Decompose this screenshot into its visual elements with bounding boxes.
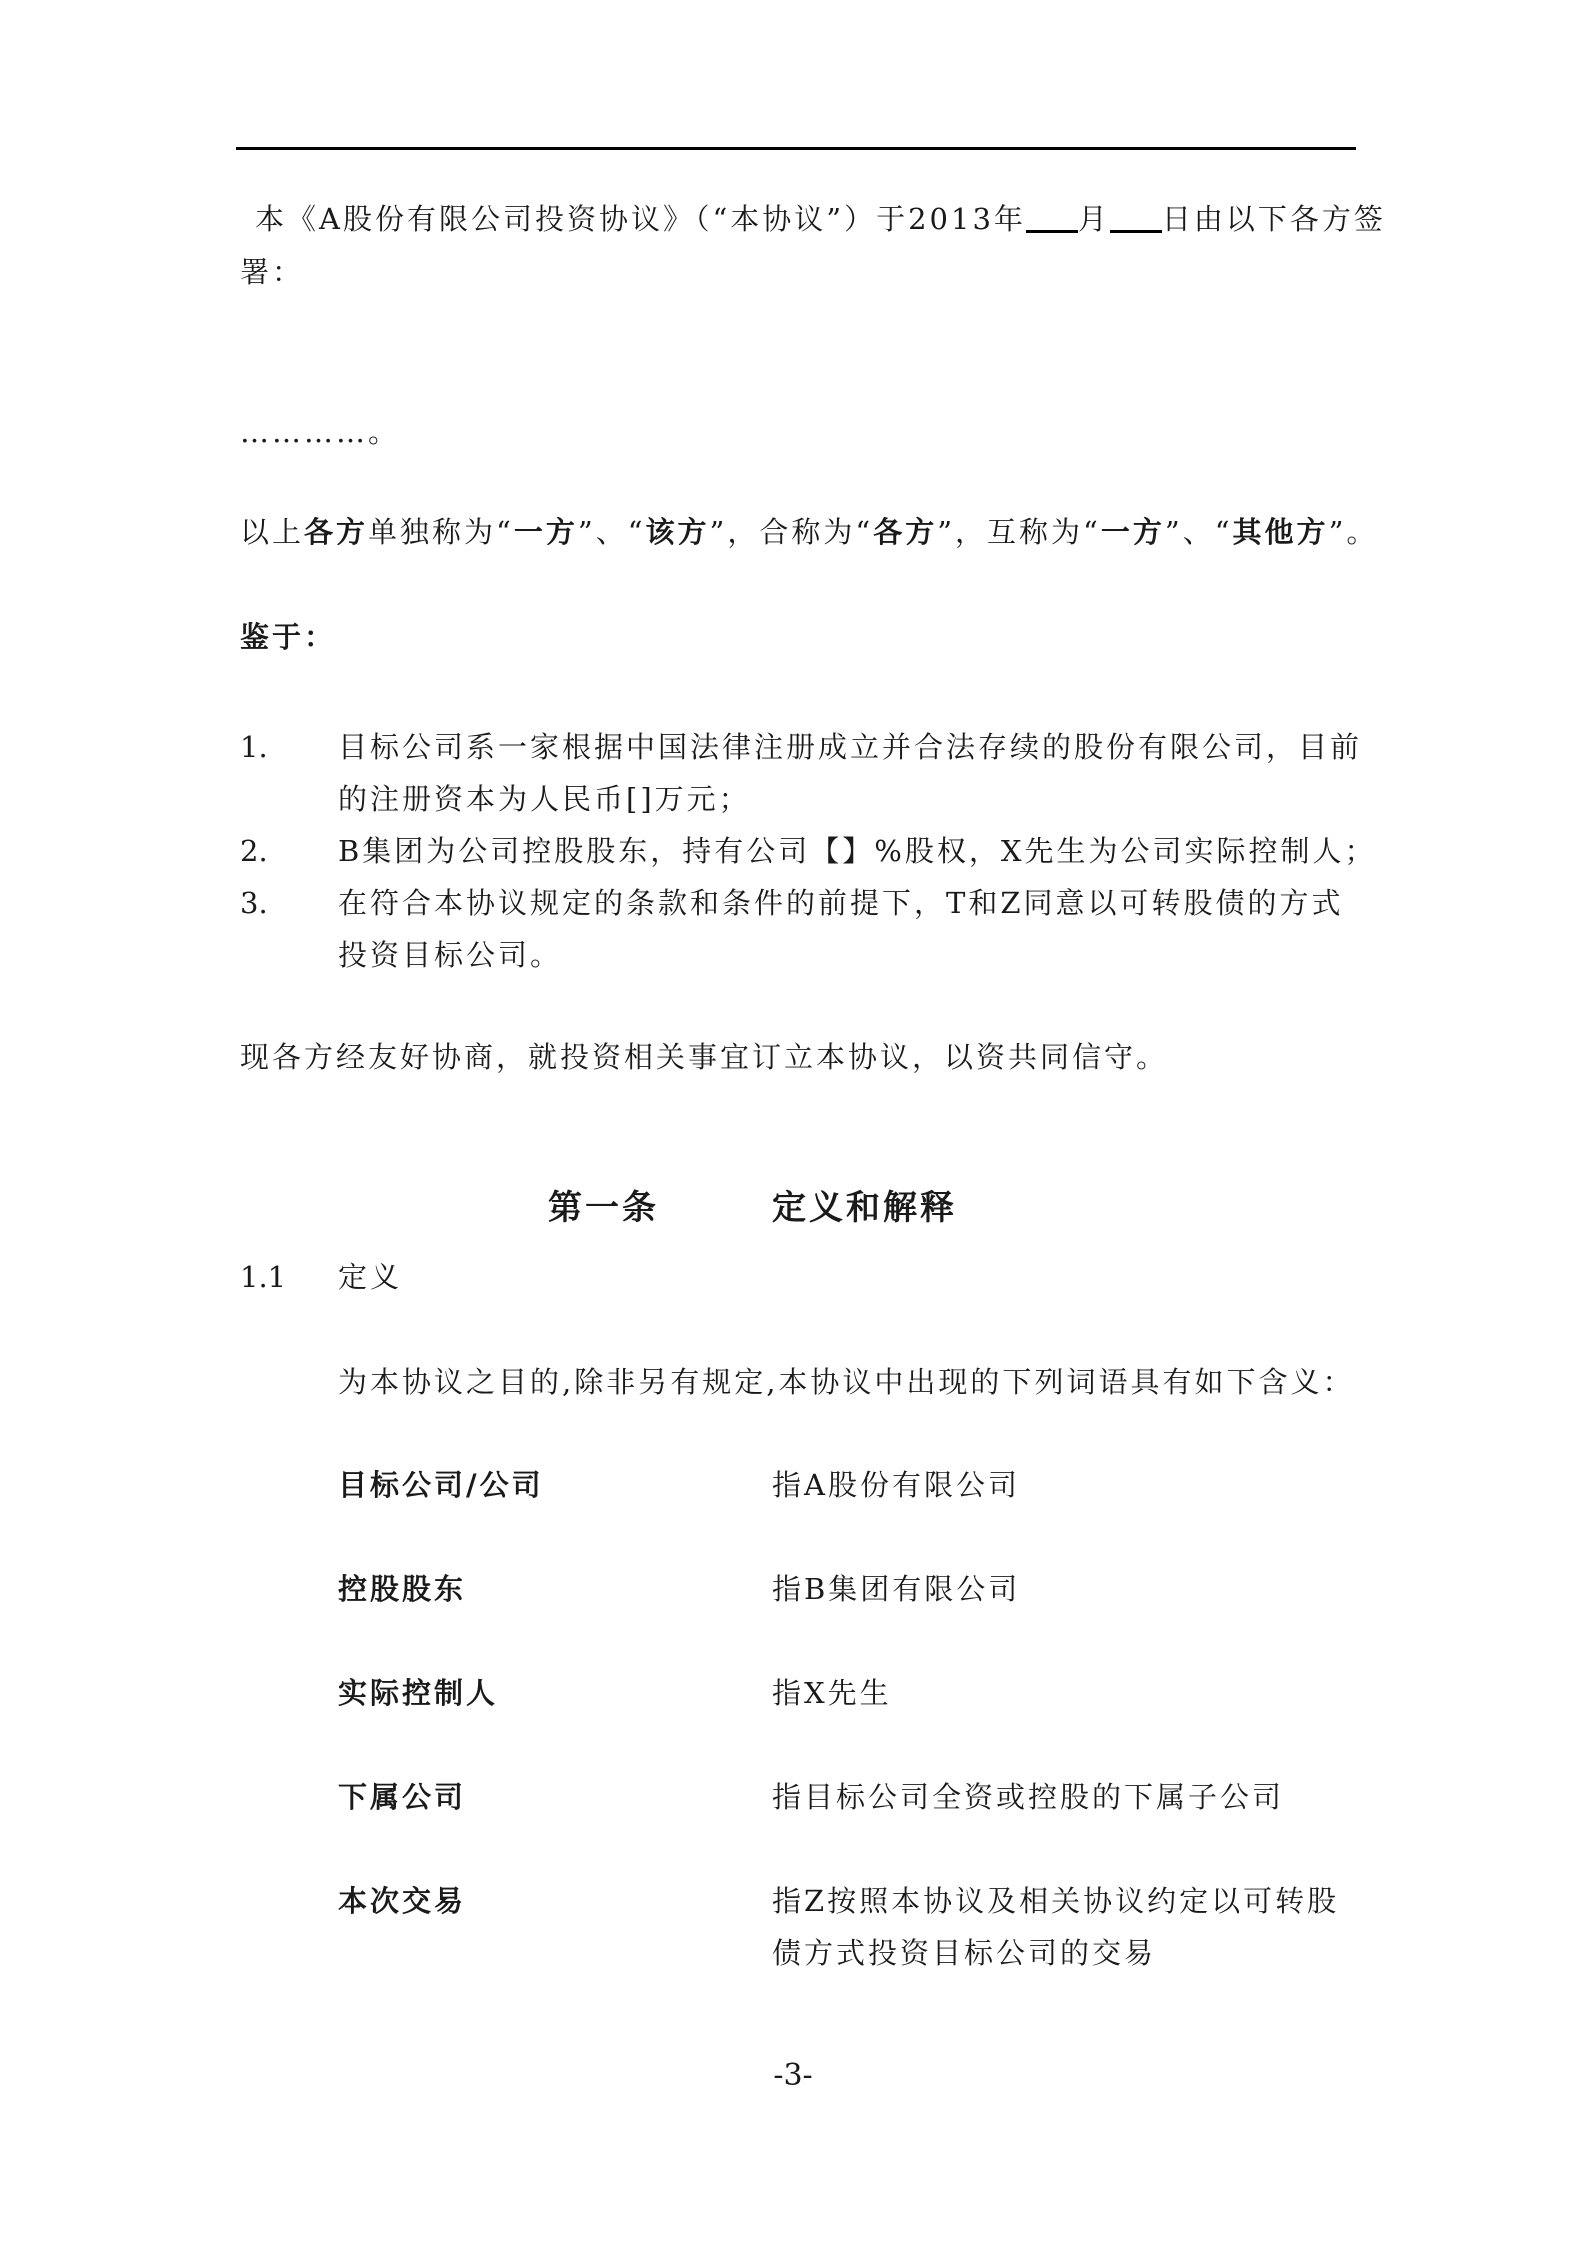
definition-term: 控股股东 [338, 1572, 467, 1606]
intro-month: 月 [1077, 202, 1110, 236]
parties-text: 以上 [240, 515, 305, 549]
month-blank [1026, 202, 1078, 233]
recital-number: 1. [240, 730, 268, 764]
definition-meaning: 指X先生 [772, 1676, 892, 1710]
parties-term: 该方 [645, 515, 710, 549]
parties-text: ”。 [1328, 515, 1379, 549]
parties-text: 单独称为“ [368, 515, 514, 549]
section-number: 1.1 [240, 1260, 287, 1294]
intro-line-1 [255, 192, 1386, 247]
parties-text: ”，合称为“ [709, 515, 874, 549]
recital-line: 的注册资本为人民币[]万元； [338, 782, 751, 816]
parties-term: 一方 [513, 515, 578, 549]
recital-number: 2. [240, 834, 268, 868]
article-title: 定义和解释 [772, 1188, 957, 1228]
intro-day-suffix: 日由以下各方签 [1161, 202, 1386, 236]
parties-term: 各方 [873, 515, 938, 549]
parties-term: 各方 [304, 515, 369, 549]
recital-number: 3. [240, 886, 268, 920]
definition-term: 下属公司 [338, 1780, 467, 1814]
definition-meaning: 指B集团有限公司 [772, 1572, 1021, 1606]
definition-meaning: 指A股份有限公司 [772, 1468, 1020, 1502]
recital-line: B集团为公司控股股东，持有公司【】%股权，X先生为公司实际控制人； [338, 834, 1377, 868]
definition-meaning: 指目标公司全资或控股的下属子公司 [772, 1780, 1285, 1814]
definition-meaning: 债方式投资目标公司的交易 [772, 1936, 1157, 1970]
intro-text: 本《A股份有限公司投资协议》（“本协议”）于2013年 [255, 202, 1026, 236]
recital-line: 目标公司系一家根据中国法律注册成立并合法存续的股份有限公司，目前 [338, 730, 1363, 764]
parties-text: ”、“ [577, 515, 646, 549]
parties-paragraph [240, 505, 1378, 560]
definition-term: 目标公司/公司 [338, 1468, 544, 1502]
section-title: 定义 [338, 1260, 403, 1294]
ellipsis: …………。 [240, 415, 401, 449]
page-number: -3- [773, 2058, 813, 2093]
definition-meaning: 指Z按照本协议及相关协议约定以可转股 [772, 1884, 1340, 1918]
parties-term: 一方 [1100, 515, 1165, 549]
intro-line-2: 署： [240, 255, 305, 289]
definition-term: 本次交易 [338, 1884, 467, 1918]
parties-text: ”、“ [1164, 515, 1233, 549]
definitions-intro: 为本协议之目的,除非另有规定,本协议中出现的下列词语具有如下含义： [338, 1365, 1355, 1399]
recital-line: 投资目标公司。 [338, 938, 563, 972]
recital-line: 在符合本协议规定的条款和条件的前提下，T和Z同意以可转股债的方式 [338, 886, 1344, 920]
parties-text: ”，互称为“ [937, 515, 1101, 549]
parties-term: 其他方 [1232, 515, 1329, 549]
whereas-heading: 鉴于： [240, 620, 337, 654]
definition-term: 实际控制人 [338, 1676, 499, 1710]
day-blank [1110, 202, 1162, 233]
agreement-statement: 现各方经友好协商，就投资相关事宜订立本协议，以资共同信守。 [240, 1040, 1169, 1074]
article-number: 第一条 [548, 1188, 659, 1228]
header-rule [236, 147, 1356, 150]
